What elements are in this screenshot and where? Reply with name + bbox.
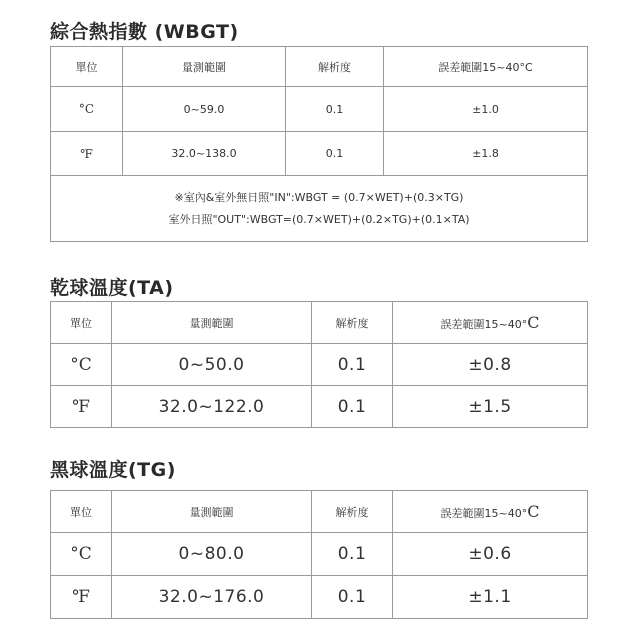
formula-notes: [51, 176, 588, 242]
section-title-tg: 黑球溫度(TG): [50, 459, 176, 481]
header-range: 量測範圍: [123, 47, 286, 87]
header-accuracy-unit: C: [527, 313, 540, 332]
header-resolution: 解析度: [312, 491, 393, 533]
accuracy-cell: ±1.5: [393, 386, 588, 428]
resolution-cell: 0.1: [312, 533, 393, 576]
resolution-cell: 0.1: [312, 386, 393, 428]
header-resolution: 解析度: [286, 47, 384, 87]
unit-cell: ℉: [51, 576, 112, 619]
section-title-ta: 乾球溫度(TA): [50, 277, 174, 299]
range-cell: 0~80.0: [112, 533, 312, 576]
header-unit: 單位: [51, 491, 112, 533]
unit-cell: ℉: [51, 132, 123, 176]
resolution-cell: 0.1: [312, 576, 393, 619]
header-accuracy: [393, 302, 588, 344]
table-header-row: [51, 491, 588, 533]
wbgt-spec-table: [50, 46, 588, 242]
table-row: [51, 344, 588, 386]
table-row: [51, 533, 588, 576]
accuracy-cell: ±1.1: [393, 576, 588, 619]
accuracy-cell: ±0.8: [393, 344, 588, 386]
header-accuracy-unit: C: [527, 502, 540, 521]
header-accuracy-label: 誤差範圍15~40°: [440, 318, 528, 331]
ta-spec-table: [50, 301, 588, 428]
accuracy-cell: ±1.0: [384, 87, 588, 132]
header-accuracy: [384, 47, 588, 87]
table-row: [51, 87, 588, 132]
header-unit: 單位: [51, 47, 123, 87]
range-cell: 32.0~138.0: [123, 132, 286, 176]
range-cell: 0~50.0: [112, 344, 312, 386]
formula-note-indoor: ※室內&室外無日照"IN":WBGT = (0.7×WET)+(0.3×TG): [174, 190, 464, 204]
header-resolution: 解析度: [312, 302, 393, 344]
header-range: 量測範圍: [112, 302, 312, 344]
accuracy-cell: ±0.6: [393, 533, 588, 576]
resolution-cell: 0.1: [286, 132, 384, 176]
unit-cell: ℉: [51, 386, 112, 428]
unit-cell: °C: [51, 87, 123, 132]
header-accuracy: [393, 491, 588, 533]
header-accuracy-label: 誤差範圍15~40: [438, 60, 520, 74]
table-row: [51, 576, 588, 619]
unit-cell: °C: [51, 533, 112, 576]
header-unit: 單位: [51, 302, 112, 344]
range-cell: 0~59.0: [123, 87, 286, 132]
table-row: [51, 386, 588, 428]
header-accuracy-unit: °C: [519, 60, 533, 74]
resolution-cell: 0.1: [312, 344, 393, 386]
formula-note-outdoor: 室外日照"OUT":WBGT=(0.7×WET)+(0.2×TG)+(0.1×TA): [168, 212, 470, 226]
range-cell: 32.0~176.0: [112, 576, 312, 619]
range-cell: 32.0~122.0: [112, 386, 312, 428]
table-header-row: [51, 47, 588, 87]
header-range: 量測範圍: [112, 491, 312, 533]
tg-spec-table: [50, 490, 588, 619]
resolution-cell: 0.1: [286, 87, 384, 132]
header-accuracy-label: 誤差範圍15~40°: [440, 507, 528, 520]
section-title-wbgt: 綜合熱指數 (WBGT): [50, 21, 239, 43]
notes-row: [51, 176, 588, 242]
table-row: [51, 132, 588, 176]
unit-cell: °C: [51, 344, 112, 386]
table-header-row: [51, 302, 588, 344]
accuracy-cell: ±1.8: [384, 132, 588, 176]
